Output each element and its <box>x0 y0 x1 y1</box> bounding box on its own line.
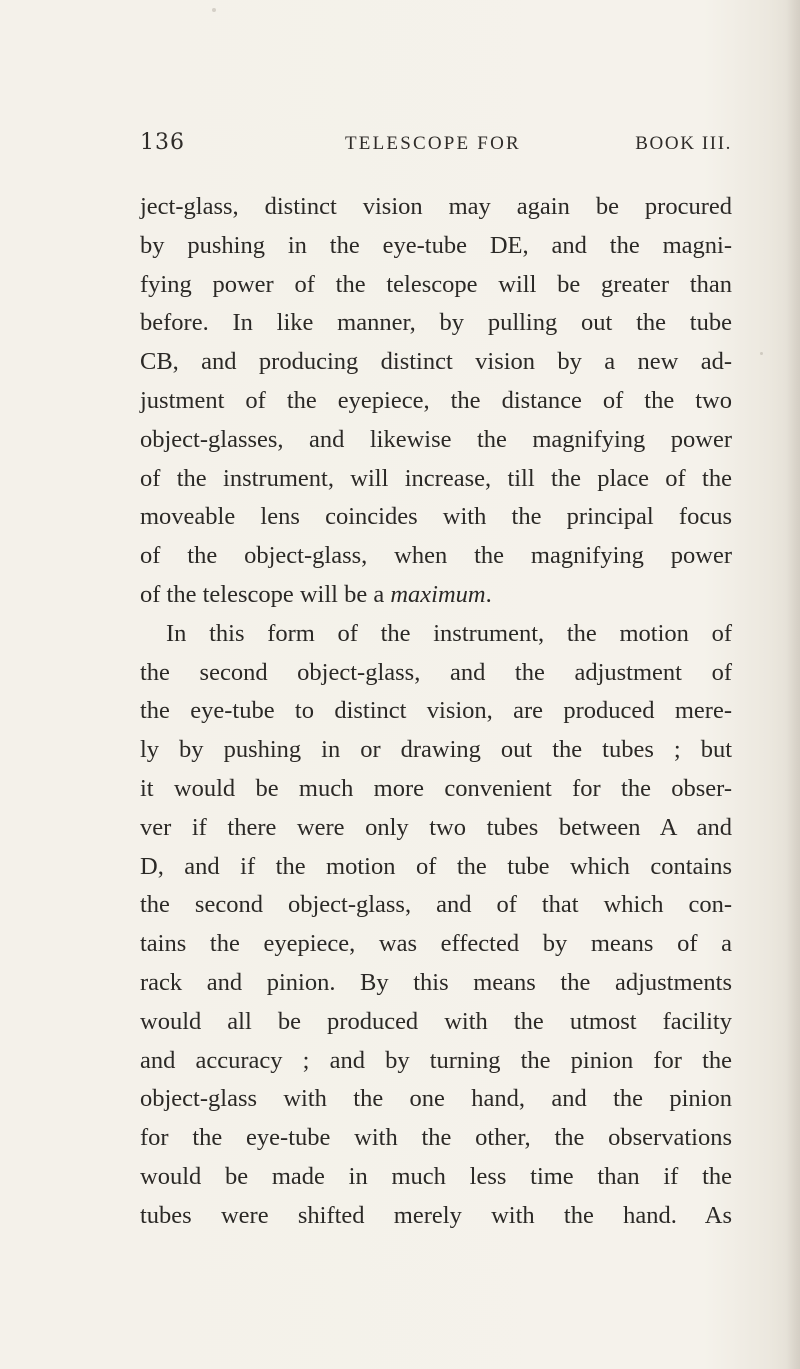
text-line: object-glasses, and likewise the magnifying power <box>140 425 732 453</box>
text-line: before. In like manner, by pulling out the tube <box>140 309 732 337</box>
text-line: ject-glass, distinct vision may again be procured <box>140 193 732 220</box>
running-head <box>140 130 732 170</box>
text-line: by pushing in the eye-tube DE, and the magni- <box>140 231 732 259</box>
text-line: object-glass with the one hand, and the pinion <box>140 1085 732 1113</box>
text-line: would all be produced with the utmost facility <box>140 1007 732 1035</box>
running-head-book: BOOK III. <box>635 133 732 154</box>
text-segment: of the telescope will be a <box>140 580 391 608</box>
text-line: moveable lens coincides with the principal focus <box>140 503 732 531</box>
text-line-paragraph-start: In this form of the instrument, the motion of <box>166 619 732 647</box>
text-line: of the instrument, will increase, till the place of the <box>140 464 732 492</box>
italic-term: maximum <box>390 580 486 608</box>
text-line: the eye-tube to distinct vision, are produced mere- <box>140 697 732 725</box>
text-line: tubes were shifted merely with the hand. As <box>140 1201 732 1229</box>
text-line: tains the eyepiece, was effected by means of a <box>140 930 732 958</box>
text-line: ver if there were only two tubes between A and <box>140 813 732 841</box>
text-line: ly by pushing in or drawing out the tubes ; but <box>140 736 732 764</box>
text-line: CB, and producing distinct vision by a new ad- <box>140 348 732 376</box>
paper-speck <box>760 352 763 355</box>
text-line: fying power of the telescope will be greater than <box>140 270 732 298</box>
text-line: D, and if the motion of the tube which contains <box>140 852 732 880</box>
paper-speck <box>212 8 216 12</box>
body-text <box>140 188 732 1236</box>
text-line: it would be much more convenient for the obser- <box>140 774 732 802</box>
text-line: would be made in much less time than if the <box>140 1162 732 1190</box>
text-line: rack and pinion. By this means the adjustments <box>140 968 732 996</box>
text-line-paragraph-end <box>140 576 732 615</box>
text-line: the second object-glass, and the adjustment of <box>140 658 732 686</box>
text-line: the second object-glass, and of that which con- <box>140 891 732 919</box>
text-line: of the object-glass, when the magnifying power <box>140 542 732 570</box>
text-line: justment of the eyepiece, the distance of the two <box>140 386 732 414</box>
text-line: for the eye-tube with the other, the observations <box>140 1124 732 1152</box>
page-number: 136 <box>140 130 185 155</box>
page-edge-shadow <box>786 0 800 1369</box>
text-segment: . <box>485 580 492 608</box>
running-head-title: TELESCOPE FOR <box>345 133 521 154</box>
text-line: and accuracy ; and by turning the pinion for the <box>140 1046 732 1074</box>
